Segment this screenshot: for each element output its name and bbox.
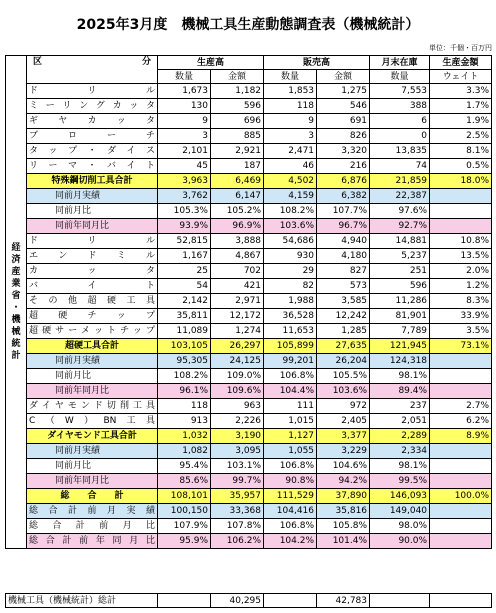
table-row <box>6 189 492 204</box>
row-cell: 8.9% <box>430 429 492 444</box>
row-cell: 3,229 <box>317 444 370 459</box>
row-cell: 54 <box>158 279 211 294</box>
production-table <box>5 55 492 549</box>
row-cell: 35,816 <box>317 504 370 519</box>
table-row <box>6 489 492 504</box>
table-row <box>6 294 492 309</box>
row-cell: 105,899 <box>264 339 317 354</box>
row-cell: 546 <box>317 99 370 114</box>
table-row <box>6 99 492 114</box>
table-row <box>6 429 492 444</box>
footer-empty-1 <box>158 594 211 608</box>
row-cell: 3,888 <box>211 234 264 249</box>
table-row <box>6 399 492 414</box>
row-cell: 388 <box>370 99 430 114</box>
row-label: ド リ ル <box>27 234 158 249</box>
row-cell: 972 <box>317 399 370 414</box>
row-cell: 2,101 <box>158 144 211 159</box>
row-cell: 107.8% <box>211 519 264 534</box>
row-cell: 105.5% <box>317 369 370 384</box>
row-cell: 105.2% <box>211 204 264 219</box>
row-cell: 99.7% <box>211 474 264 489</box>
row-cell: 4,502 <box>264 174 317 189</box>
row-cell: 54,686 <box>264 234 317 249</box>
row-cell: 6,382 <box>317 189 370 204</box>
row-cell: 124,318 <box>370 354 430 369</box>
row-cell: 81,901 <box>370 309 430 324</box>
row-cell: 96.7% <box>317 219 370 234</box>
table-row <box>6 369 492 384</box>
row-cell: 99.5% <box>370 474 430 489</box>
row-label: 同前月実績 <box>27 444 158 459</box>
row-label: 超 硬 チ ッ プ <box>27 309 158 324</box>
row-cell: 8.3% <box>430 294 492 309</box>
row-cell: 90.0% <box>370 534 430 549</box>
footer-label: 機械工具（機械統計）総計 <box>6 594 158 608</box>
row-cell: 187 <box>211 159 264 174</box>
row-cell: 3,320 <box>317 144 370 159</box>
row-cell: 104.2% <box>264 534 317 549</box>
row-cell <box>430 354 492 369</box>
row-label: ダイヤモンド工具合計 <box>27 429 158 444</box>
row-cell: 121,945 <box>370 339 430 354</box>
row-cell: 237 <box>370 399 430 414</box>
row-cell: 105.8% <box>317 519 370 534</box>
row-cell: 4,159 <box>264 189 317 204</box>
category-char: 械 <box>11 327 21 337</box>
row-cell: 9 <box>264 114 317 129</box>
row-cell: 4,940 <box>317 234 370 249</box>
table-row <box>6 264 492 279</box>
row-cell: 2,289 <box>370 429 430 444</box>
table-row <box>6 84 492 99</box>
row-cell: 0.5% <box>430 159 492 174</box>
row-cell <box>430 459 492 474</box>
category-char: 計 <box>11 351 21 361</box>
row-cell: 702 <box>211 264 264 279</box>
row-label: 超硬工具合計 <box>27 339 158 354</box>
header-hanbai: 販売高 <box>264 56 370 70</box>
row-cell: 691 <box>317 114 370 129</box>
row-cell: 5,237 <box>370 249 430 264</box>
row-label: 同前月比 <box>27 369 158 384</box>
row-label: 特殊鋼切削工具合計 <box>27 174 158 189</box>
row-cell: 2.5% <box>430 129 492 144</box>
row-cell: 118 <box>158 399 211 414</box>
row-cell: 98.1% <box>370 459 430 474</box>
row-cell: 1,275 <box>317 84 370 99</box>
row-cell: 827 <box>317 264 370 279</box>
row-cell: 14,881 <box>370 234 430 249</box>
row-cell <box>430 519 492 534</box>
row-cell: 3,377 <box>317 429 370 444</box>
row-cell: 9 <box>158 114 211 129</box>
row-cell: 33,368 <box>211 504 264 519</box>
row-cell: 26,297 <box>211 339 264 354</box>
footer-empty-4 <box>430 594 492 608</box>
row-cell: 95.9% <box>158 534 211 549</box>
row-cell: 2,971 <box>211 294 264 309</box>
row-cell: 108.2% <box>264 204 317 219</box>
row-label: ブ ロ ー チ <box>27 129 158 144</box>
row-cell: 596 <box>370 279 430 294</box>
footer-empty-3 <box>370 594 430 608</box>
row-cell: 46 <box>264 159 317 174</box>
row-label: ダイヤモンド切削工具 <box>27 399 158 414</box>
row-cell: 2,334 <box>370 444 430 459</box>
row-cell: 29 <box>264 264 317 279</box>
row-label: 総合計前年同月比 <box>27 534 158 549</box>
row-cell: 111 <box>264 399 317 414</box>
row-cell: 95,305 <box>158 354 211 369</box>
row-cell: 1,055 <box>264 444 317 459</box>
row-cell: 104,416 <box>264 504 317 519</box>
row-cell: 930 <box>264 249 317 264</box>
row-cell: 24,125 <box>211 354 264 369</box>
row-cell: 26,204 <box>317 354 370 369</box>
row-cell: 11,286 <box>370 294 430 309</box>
row-cell: 6 <box>370 114 430 129</box>
row-label: 同前月実績 <box>27 189 158 204</box>
footer-table <box>5 593 492 608</box>
row-label: C（W）BN工具 <box>27 414 158 429</box>
category-char: 業 <box>11 279 21 289</box>
row-cell: 251 <box>370 264 430 279</box>
category-char: 統 <box>11 339 21 349</box>
row-cell: 103.6% <box>317 384 370 399</box>
row-cell: 3 <box>158 129 211 144</box>
row-cell: 100.0% <box>430 489 492 504</box>
row-cell: 82 <box>264 279 317 294</box>
header-weight: ウェイト <box>430 70 492 84</box>
row-cell: 111,529 <box>264 489 317 504</box>
table-row <box>6 324 492 339</box>
table-row <box>6 339 492 354</box>
header-row-1 <box>6 56 492 70</box>
row-cell: 1,988 <box>264 294 317 309</box>
row-label: ド リ ル <box>27 84 158 99</box>
table-row <box>6 234 492 249</box>
row-cell: 2.0% <box>430 264 492 279</box>
row-label: 同前年同月比 <box>27 384 158 399</box>
row-label: 同前月実績 <box>27 354 158 369</box>
row-cell: 826 <box>317 129 370 144</box>
row-label: リーマ・バイト <box>27 159 158 174</box>
row-cell: 1.7% <box>430 99 492 114</box>
row-cell: 90.8% <box>264 474 317 489</box>
row-cell: 101.4% <box>317 534 370 549</box>
row-cell: 1.2% <box>430 279 492 294</box>
table-row <box>6 519 492 534</box>
row-label: 総合計前月実績 <box>27 504 158 519</box>
row-cell: 104.6% <box>317 459 370 474</box>
row-cell: 118 <box>264 99 317 114</box>
row-label: ミーリングカッタ <box>27 99 158 114</box>
table-row <box>6 159 492 174</box>
row-cell: 33.9% <box>430 309 492 324</box>
table-row <box>6 204 492 219</box>
row-cell: 109.0% <box>211 369 264 384</box>
row-label: 同前年同月比 <box>27 474 158 489</box>
table-row <box>6 129 492 144</box>
row-cell: 11,089 <box>158 324 211 339</box>
row-cell: 3.5% <box>430 324 492 339</box>
footer-row <box>6 594 492 608</box>
row-cell: 13,835 <box>370 144 430 159</box>
row-cell: 25 <box>158 264 211 279</box>
row-cell: 130 <box>158 99 211 114</box>
category-char: 済 <box>11 255 21 265</box>
row-label: タップ・ダイス <box>27 144 158 159</box>
row-cell: 0 <box>370 129 430 144</box>
footer-hanbai-kingaku: 42,783 <box>317 594 370 608</box>
row-cell: 421 <box>211 279 264 294</box>
row-cell: 74 <box>370 159 430 174</box>
row-cell: 11,653 <box>264 324 317 339</box>
row-cell: 103.6% <box>264 219 317 234</box>
row-cell: 6,876 <box>317 174 370 189</box>
table-row <box>6 414 492 429</box>
row-cell: 89.4% <box>370 384 430 399</box>
row-cell: 103,105 <box>158 339 211 354</box>
row-cell <box>430 369 492 384</box>
category-char: 省 <box>11 291 21 301</box>
row-cell: 2,142 <box>158 294 211 309</box>
header-getsumatsu: 月末在庫 <box>370 56 430 70</box>
table-row <box>6 504 492 519</box>
row-cell: 96.1% <box>158 384 211 399</box>
row-cell: 913 <box>158 414 211 429</box>
row-cell: 106.8% <box>264 369 317 384</box>
header-ku: 区 <box>33 57 43 67</box>
row-cell: 36,528 <box>264 309 317 324</box>
row-cell <box>430 189 492 204</box>
page-title: 2025年3月度 機械工具生産動態調査表（機械統計） <box>76 17 420 33</box>
row-cell: 1,285 <box>317 324 370 339</box>
header-bun: 分 <box>141 57 151 67</box>
table-row <box>6 459 492 474</box>
row-label: 総 合 計 <box>27 489 158 504</box>
row-cell: 7,789 <box>370 324 430 339</box>
row-cell <box>430 534 492 549</box>
row-cell <box>430 219 492 234</box>
row-cell: 97.6% <box>370 204 430 219</box>
row-cell: 35,957 <box>211 489 264 504</box>
row-label: 超硬サーメットチップ <box>27 324 158 339</box>
row-cell: 92.7% <box>370 219 430 234</box>
row-cell: 3,963 <box>158 174 211 189</box>
row-cell: 18.0% <box>430 174 492 189</box>
row-cell: 146,093 <box>370 489 430 504</box>
row-cell: 22,387 <box>370 189 430 204</box>
row-cell: 98.1% <box>370 369 430 384</box>
row-cell: 52,815 <box>158 234 211 249</box>
table-row <box>6 354 492 369</box>
row-cell: 98.0% <box>370 519 430 534</box>
row-cell: 95.4% <box>158 459 211 474</box>
row-cell: 4,180 <box>317 249 370 264</box>
row-cell: 3,190 <box>211 429 264 444</box>
row-cell: 73.1% <box>430 339 492 354</box>
row-label: バ イ ト <box>27 279 158 294</box>
header-kubun <box>27 56 158 84</box>
row-cell: 885 <box>211 129 264 144</box>
row-cell: 1,673 <box>158 84 211 99</box>
row-cell: 104.4% <box>264 384 317 399</box>
header-kingaku-2: 金額 <box>317 70 370 84</box>
header-suryo-2: 数量 <box>264 70 317 84</box>
table-row <box>6 114 492 129</box>
row-cell: 103.1% <box>211 459 264 474</box>
row-cell: 149,040 <box>370 504 430 519</box>
row-cell: 3 <box>264 129 317 144</box>
row-cell: 45 <box>158 159 211 174</box>
footer-seisan-kingaku: 40,295 <box>211 594 264 608</box>
row-cell: 106.8% <box>264 459 317 474</box>
row-cell: 1,167 <box>158 249 211 264</box>
table-row <box>6 474 492 489</box>
row-cell: 1,853 <box>264 84 317 99</box>
row-label: その他超硬工具 <box>27 294 158 309</box>
row-cell: 1,015 <box>264 414 317 429</box>
row-cell: 1,082 <box>158 444 211 459</box>
row-cell: 35,811 <box>158 309 211 324</box>
table-row <box>6 534 492 549</box>
row-cell <box>430 474 492 489</box>
header-suryo-1: 数量 <box>158 70 211 84</box>
row-cell: 1,032 <box>158 429 211 444</box>
row-cell: 105.3% <box>158 204 211 219</box>
row-cell: 85.6% <box>158 474 211 489</box>
row-cell: 2,051 <box>370 414 430 429</box>
row-cell: 1,274 <box>211 324 264 339</box>
row-cell: 573 <box>317 279 370 294</box>
category-char: ・ <box>11 303 21 313</box>
row-label: カ ッ タ <box>27 264 158 279</box>
table-row <box>6 219 492 234</box>
row-label: エ ン ド ミ ル <box>27 249 158 264</box>
row-cell: 37,890 <box>317 489 370 504</box>
row-cell: 6,469 <box>211 174 264 189</box>
row-cell: 6,147 <box>211 189 264 204</box>
row-cell: 96.9% <box>211 219 264 234</box>
table-row <box>6 174 492 189</box>
row-cell: 108,101 <box>158 489 211 504</box>
row-cell: 106.2% <box>211 534 264 549</box>
row-cell: 4,867 <box>211 249 264 264</box>
footer-empty-2 <box>264 594 317 608</box>
row-cell: 3.3% <box>430 84 492 99</box>
row-cell: 109.6% <box>211 384 264 399</box>
header-suryo-3: 数量 <box>370 70 430 84</box>
header-seisan: 生産高 <box>158 56 264 70</box>
row-cell: 107.9% <box>158 519 211 534</box>
row-cell: 2.7% <box>430 399 492 414</box>
row-cell: 6.2% <box>430 414 492 429</box>
table-row <box>6 309 492 324</box>
row-cell: 696 <box>211 114 264 129</box>
row-cell: 106.8% <box>264 519 317 534</box>
row-cell: 94.2% <box>317 474 370 489</box>
row-cell: 13.5% <box>430 249 492 264</box>
row-cell: 100,150 <box>158 504 211 519</box>
row-cell: 2,226 <box>211 414 264 429</box>
row-label: ギ ヤ カ ッ タ <box>27 114 158 129</box>
row-cell: 27,635 <box>317 339 370 354</box>
unit-note: 単位：千個・百万円 <box>429 44 492 52</box>
row-cell: 596 <box>211 99 264 114</box>
row-label: 同前年同月比 <box>27 219 158 234</box>
row-cell: 1.9% <box>430 114 492 129</box>
row-cell: 2,921 <box>211 144 264 159</box>
row-cell: 12,242 <box>317 309 370 324</box>
table-row <box>6 249 492 264</box>
row-cell: 7,553 <box>370 84 430 99</box>
row-cell: 99,201 <box>264 354 317 369</box>
row-cell: 8.1% <box>430 144 492 159</box>
row-cell <box>430 444 492 459</box>
row-cell: 107.7% <box>317 204 370 219</box>
row-cell: 3,585 <box>317 294 370 309</box>
row-cell <box>430 204 492 219</box>
category-char: 機 <box>11 315 21 325</box>
row-cell <box>430 504 492 519</box>
row-cell: 963 <box>211 399 264 414</box>
row-cell: 12,172 <box>211 309 264 324</box>
row-cell: 2,471 <box>264 144 317 159</box>
header-seisan-kingaku: 生産金額 <box>430 56 492 70</box>
row-cell: 216 <box>317 159 370 174</box>
row-cell: 1,127 <box>264 429 317 444</box>
row-label: 同前月比 <box>27 459 158 474</box>
table-row <box>6 279 492 294</box>
table-row <box>6 144 492 159</box>
row-cell: 2,405 <box>317 414 370 429</box>
category-char: 経 <box>11 243 21 253</box>
table-row <box>6 444 492 459</box>
row-label: 同前月比 <box>27 204 158 219</box>
row-cell: 10.8% <box>430 234 492 249</box>
row-cell: 1,182 <box>211 84 264 99</box>
row-cell <box>430 384 492 399</box>
category-char: 産 <box>11 267 21 277</box>
row-cell: 108.2% <box>158 369 211 384</box>
header-kingaku-1: 金額 <box>211 70 264 84</box>
row-cell: 21,859 <box>370 174 430 189</box>
row-label: 総合計前月比 <box>27 519 158 534</box>
row-cell: 3,762 <box>158 189 211 204</box>
table-row <box>6 384 492 399</box>
row-cell: 93.9% <box>158 219 211 234</box>
category-label <box>6 56 27 549</box>
row-cell: 3,095 <box>211 444 264 459</box>
